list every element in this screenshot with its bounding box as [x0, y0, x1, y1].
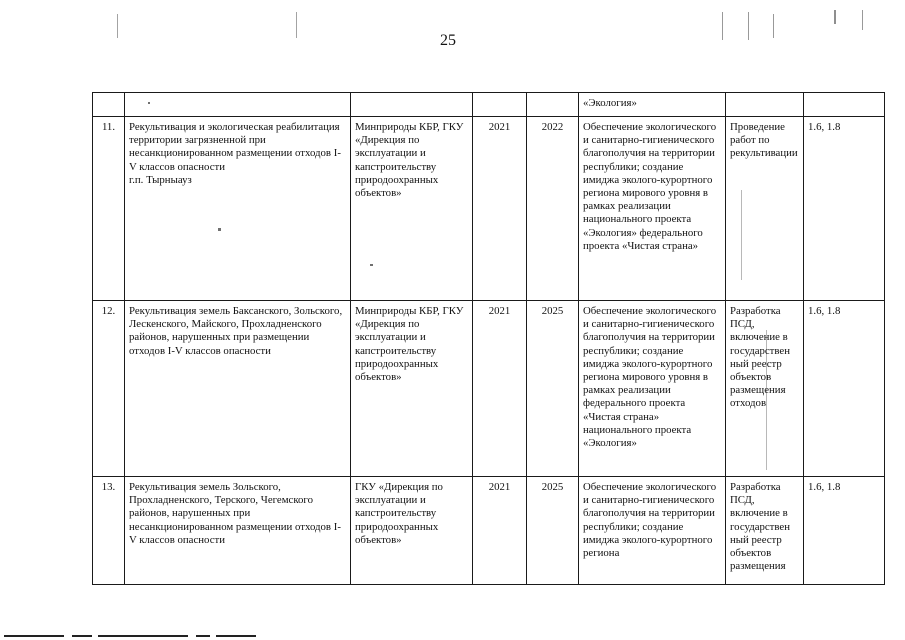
- scan-mark: [862, 10, 863, 30]
- scan-mark: [766, 330, 767, 470]
- cell-result: Разработка ПСД, включение в государствен ный реестр объектов размещения отходов: [726, 301, 804, 477]
- cell-start-year: 2021: [473, 477, 527, 585]
- cell-executor: ГКУ «Дирекция по эксплуатации и капстроительству природоохранных объектов»: [351, 477, 473, 585]
- cell-goal: Обеспечение экологического и санитарно-гигиенического благополучия на территории республики; создание имиджа эколого-курортного региона мирового уровня в рамках реализации национального проекта «Экология» федерального проекта «Чистая страна»: [579, 117, 726, 301]
- scan-mark: [370, 264, 373, 266]
- scan-mark: [741, 190, 742, 280]
- cell-goal: Обеспечение экологического и санитарно-гигиенического благополучия на территории республики; создание имиджа эколого-курортного региона: [579, 477, 726, 585]
- cell-indicators: 1.6, 1.8: [804, 477, 885, 585]
- cell-goal: Обеспечение экологического и санитарно-гигиенического благополучия на территории республики; создание имиджа эколого-курортного региона мирового уровня в рамках реализации федерального проекта «Чистая страна» национального проекта «Экология»: [579, 301, 726, 477]
- cell-start-year: 2021: [473, 301, 527, 477]
- cell-activity-name: Рекультивация и экологическая реабилитация территории загрязненной при несанкционированном размещении отходов I-V классов опасности г.п. Тырныауз: [125, 117, 351, 301]
- cell-indicators: 1.6, 1.8: [804, 117, 885, 301]
- cell-number: 12.: [93, 301, 125, 477]
- table-row: [93, 477, 885, 585]
- scan-mark: [773, 14, 774, 38]
- cell-activity-name: Рекультивация земель Зольского, Прохладненского, Терского, Чегемского районов, нарушенных при несанкционированном размещении отходов I-V классов опасности: [125, 477, 351, 585]
- cell-end-year: 2025: [527, 477, 579, 585]
- cell-empty: [527, 93, 579, 117]
- table-row-continuation: [93, 93, 885, 117]
- scan-mark: [117, 14, 118, 38]
- cell-empty: [726, 93, 804, 117]
- page-number: 25: [440, 32, 456, 49]
- cell-executor: Минприроды КБР, ГКУ «Дирекция по эксплуатации и капстроительству природоохранных объектов»: [351, 117, 473, 301]
- cell-number: 13.: [93, 477, 125, 585]
- cell-activity-name: Рекультивация земель Баксанского, Зольского, Лескенского, Майского, Прохладненского районов, нарушенных при размещении отходов I-V классов опасности: [125, 301, 351, 477]
- cell-empty: [473, 93, 527, 117]
- cell-number: 11.: [93, 117, 125, 301]
- cell-start-year: 2021: [473, 117, 527, 301]
- cell-executor: Минприроды КБР, ГКУ «Дирекция по эксплуатации и капстроительству природоохранных объектов»: [351, 301, 473, 477]
- cell-indicators: 1.6, 1.8: [804, 301, 885, 477]
- scan-mark: [834, 10, 836, 24]
- cell-result: Разработка ПСД, включение в государствен ный реестр объектов размещения: [726, 477, 804, 585]
- cell-empty: [804, 93, 885, 117]
- scan-mark: [148, 102, 150, 104]
- table-row: [93, 117, 885, 301]
- scan-mark: [748, 12, 749, 40]
- cell-empty: [93, 93, 125, 117]
- scan-mark: [722, 12, 723, 40]
- scan-mark: [218, 228, 221, 231]
- cell-empty: [125, 93, 351, 117]
- cell-goal: «Экология»: [579, 93, 726, 117]
- cell-result: Проведение работ по рекультивации: [726, 117, 804, 301]
- scan-mark: [296, 12, 297, 38]
- scan-edge-artifact: [0, 630, 905, 640]
- cell-end-year: 2022: [527, 117, 579, 301]
- cell-empty: [351, 93, 473, 117]
- cell-end-year: 2025: [527, 301, 579, 477]
